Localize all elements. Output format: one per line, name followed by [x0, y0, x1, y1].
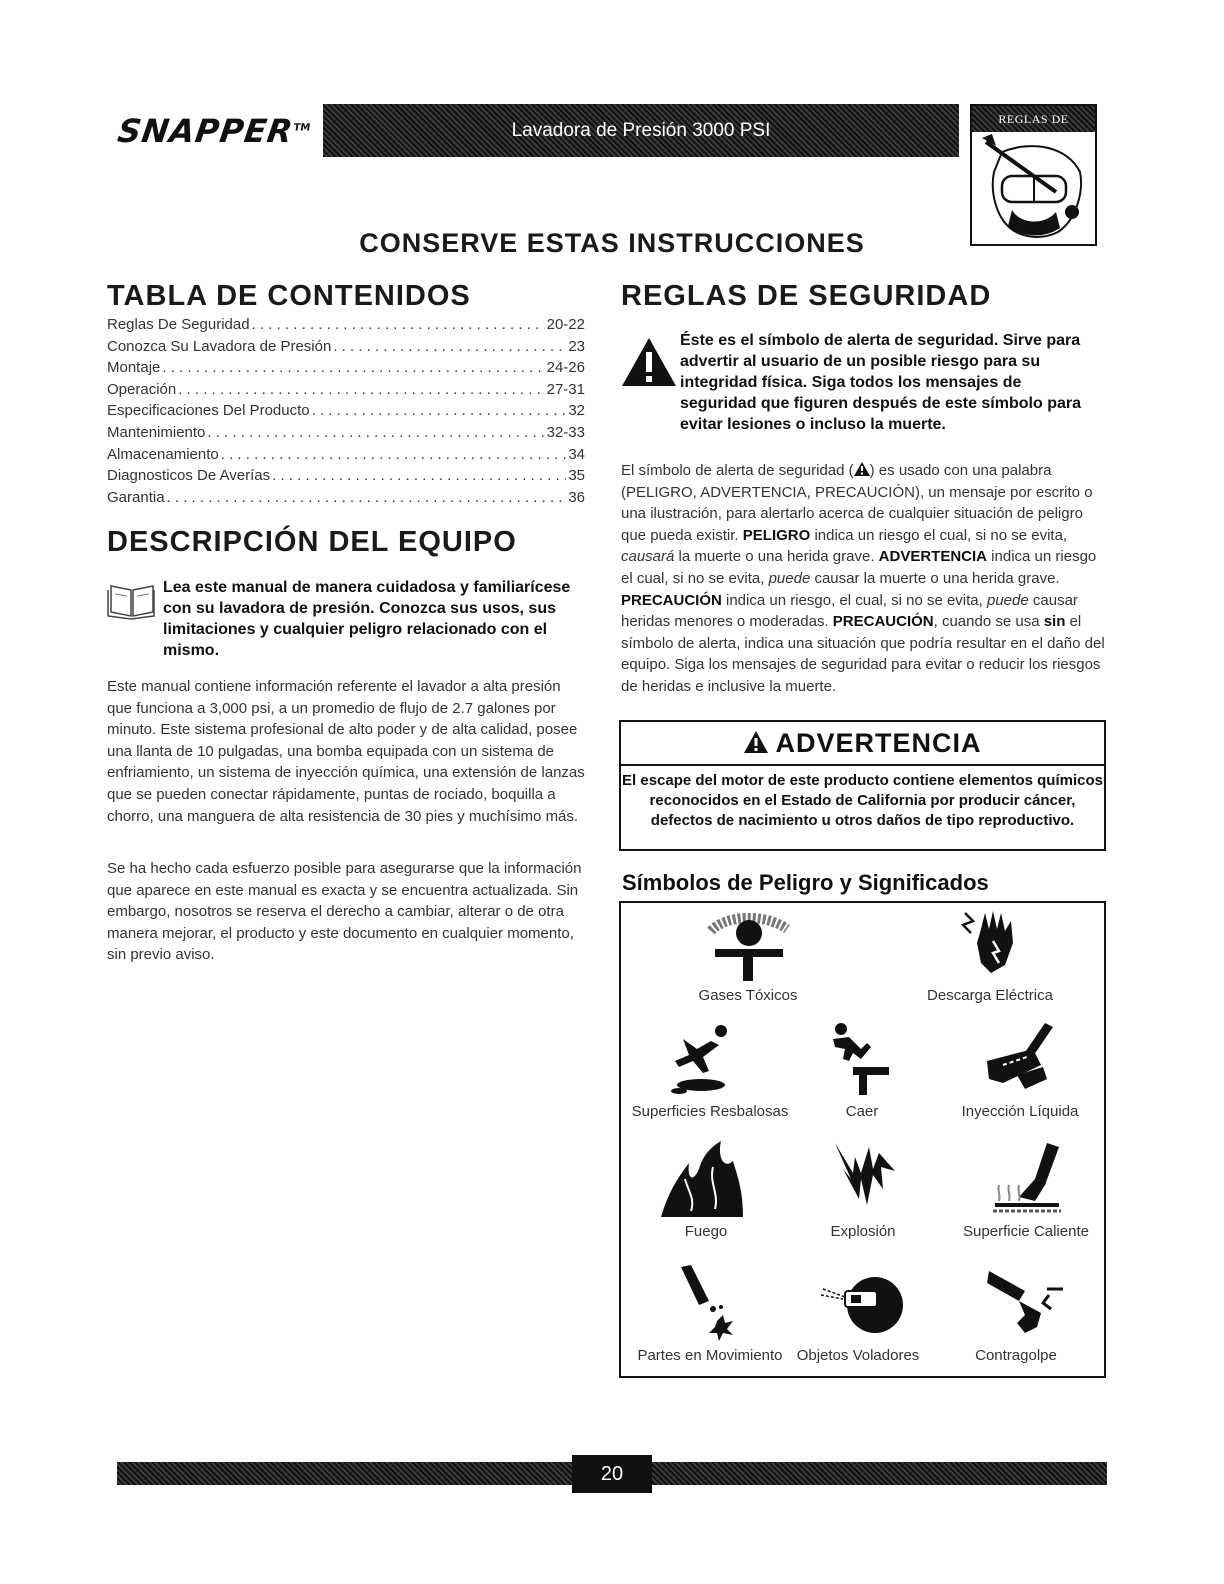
fall-icon [827, 1019, 893, 1095]
toc-page: 32 [568, 402, 585, 420]
fire-icon [659, 1139, 745, 1219]
toc-label: Conozca Su Lavadora de Presión [107, 337, 332, 355]
page-number: 20 [572, 1455, 652, 1493]
toxic-gas-icon [705, 911, 791, 981]
slippery-surface-icon [663, 1019, 739, 1095]
safety-title: REGLAS DE SEGURIDAD [621, 280, 992, 312]
warning-alert-icon [743, 730, 769, 754]
keyword-danger: PELIGRO [742, 526, 811, 544]
toc-row[interactable] [107, 446, 585, 468]
toc-row[interactable] [107, 316, 585, 338]
toc-page: 32-33 [546, 423, 585, 441]
description-paragraph: Se ha hecho cada esfuerzo posible para asegurarse que la información que aparece en este manual es exacta y se encuentra actualizada. Sin embargo, nosotros se reserva el derecho a cambiar, alterar o de otra manera mejorar, el producto y este documento en cualquier momento, sin previo aviso. [107, 860, 582, 964]
toc-row[interactable] [107, 489, 585, 511]
symbol-label: Contragolpe [975, 1347, 1057, 1364]
inline-alert-icon [854, 462, 870, 476]
symbols-title: Símbolos de Peligro y Significados [622, 870, 989, 895]
toc-page: 24-26 [546, 359, 585, 377]
fluid-injection-icon [983, 1021, 1063, 1093]
safety-alert-icon [620, 336, 678, 388]
symbol-label: Gases Tóxicos [698, 987, 798, 1004]
symbol-label: Explosión [830, 1223, 896, 1240]
toc-page: 27-31 [546, 380, 585, 398]
toc-row[interactable] [107, 467, 585, 489]
keyword-caution: PRECAUCIÓN [832, 613, 934, 631]
description-title: DESCRIPCIÓN DEL EQUIPO [107, 526, 517, 558]
safety-alert-note: Éste es el símbolo de alerta de seguridad. Sirve para advertir al usuario de un posible riesgo para su integridad física. Siga todos los mensajes de seguridad que figuren después de este símbolo para evitar lesiones o incluso la muerte. [680, 332, 1081, 433]
toc-label: Mantenimiento [107, 423, 206, 441]
keep-instructions-heading: CONSERVE ESTAS INSTRUCCIONES [359, 228, 865, 258]
toc-row[interactable] [107, 402, 585, 424]
symbol-label: Inyección Líquida [961, 1103, 1079, 1120]
toc-label: Diagnosticos De Averías [107, 467, 271, 485]
toc-label: Operación [107, 380, 177, 398]
description-paragraph: Este manual contiene información referente el lavador a alta presión que funciona a 3,000 psi, a un promedio de flujo de 2.7 galones por minuto. Este sistema profesional de alto poder y de alta calidad, posee una llanta de 10 pulgadas, una bomba equipada con un sistema de enfriamiento, un sistema de inyección química, una extensión de lanzas que se pueden conectar rápidamente, puntas de rociado, boquilla a chorro, una manguera de alta resistencia de 30 pies y muchísimo más. [107, 678, 585, 825]
symbol-label: Superficie Caliente [963, 1223, 1089, 1240]
hazard-symbols-panel [619, 901, 1106, 1378]
trademark: TM [292, 122, 311, 134]
toc-row[interactable] [107, 381, 585, 403]
moving-parts-icon [677, 1263, 739, 1343]
open-book-icon [107, 580, 157, 620]
symbol-label: Fuego [684, 1223, 728, 1240]
electric-shock-icon [955, 907, 1027, 983]
keyword-without: sin [1043, 613, 1066, 631]
keyword-caution: PRECAUCIÓN [621, 591, 722, 609]
kickback-icon [985, 1267, 1067, 1335]
product-title: Lavadora de Presión 3000 PSI [511, 120, 771, 141]
keyword-warning: ADVERTENCIA [878, 548, 988, 566]
toc-page: 23 [568, 337, 585, 355]
warning-box [619, 720, 1106, 851]
brand-logo [115, 112, 312, 150]
hot-surface-icon [989, 1141, 1065, 1217]
symbol-label: Objetos Voladores [796, 1347, 920, 1364]
safety-tab-label: REGLAS DE SEGURIDAD [972, 106, 1095, 132]
toc-page: 20-22 [546, 316, 585, 333]
toc-title: TABLA DE CONTENIDOS [107, 280, 471, 312]
brand-name: SNAPPER [115, 112, 296, 150]
signal-words-paragraph: El símbolo de alerta de seguridad ( ) es usado con una palabra (PELIGRO, ADVERTENCIA, PRECAUCIÓN), un mensaje por escrito o una ilustración, para alertarlo acerca de cualquier situación de peligro que pueda existir. PELIGRO indica un riesgo el cual, si no se evita, causará la muerte o una herida grave. ADVERTENCIA indica un riesgo el cual, si no se evita, puede causar la muerte o una herida grave. PRECAUCIÓN indica un riesgo, el cual, si no se evita, puede causar heridas menores o moderadas. PRECAUCIÓN, cuando se usa sin el símbolo de alerta, indica una situación que podría resultar en el daño del equipo. Siga los mensajes de seguridad para evitar o reducir los riesgos de heridas e inclusive la muerte. [621, 462, 1105, 695]
symbol-label: Descarga Eléctrica [927, 987, 1053, 1004]
safety-tab [970, 104, 1097, 246]
toc-row[interactable] [107, 359, 585, 381]
toc-label: Reglas De Seguridad [107, 316, 250, 333]
toc-page: 35 [568, 467, 585, 485]
manual-note: Lea este manual de manera cuidadosa y familiarícese con su lavadora de presión. Conozca sus usos, sus limitaciones y cualquier peligro relacionado con el mismo. [163, 579, 571, 659]
symbol-label: Superficies Resbalosas [631, 1103, 789, 1120]
toc-page: 36 [568, 488, 585, 506]
toc-label: Garantia [107, 488, 165, 506]
explosion-icon [829, 1139, 899, 1215]
table-of-contents [107, 316, 585, 510]
warning-text: El escape del motor de este producto contiene elementos químicos reconocidos en el Estado de California por producir cáncer, defectos de nacimiento u otros daños de tipo reproductivo. [622, 772, 1103, 829]
toc-page: 34 [568, 445, 585, 463]
toc-label: Almacenamiento [107, 445, 219, 463]
toc-row[interactable] [107, 424, 585, 446]
warning-heading: ADVERTENCIA [621, 722, 1104, 766]
symbol-label: Partes en Movimiento [637, 1347, 783, 1364]
symbol-label: Caer [845, 1103, 879, 1120]
toc-label: Especificaciones Del Producto [107, 402, 310, 420]
product-title-bar [323, 104, 959, 157]
toc-label: Montaje [107, 359, 161, 377]
flying-objects-icon [819, 1265, 905, 1341]
toc-row[interactable] [107, 338, 585, 360]
